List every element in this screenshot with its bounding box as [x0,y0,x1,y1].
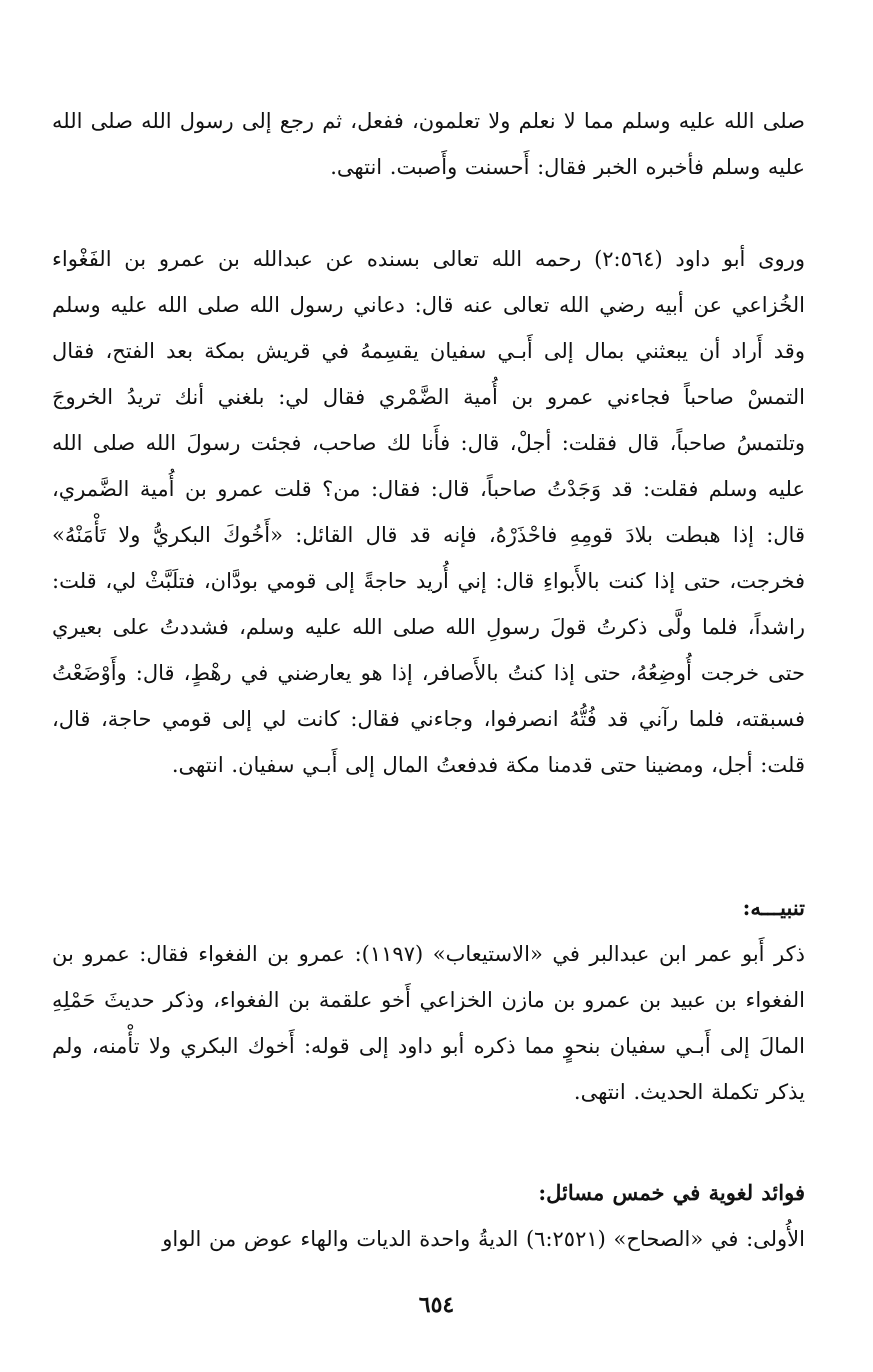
intro-paragraph [52,98,805,190]
intro-paragraph-text: صلى الله عليه وسلم مما لا نعلم ولا تعلمون، ففعل، ثم رجع إلى رسول الله صلى الله عليه وسلم فأخبره الخبر فقال: أَحسنت وأَصبت. انتهى. [52,109,805,179]
benefits-first-item: الأُولى: في «الصحاح» (٦:٢٥٢١) الديةُ واحدة الديات والهاء عوض من الواو [162,1227,805,1251]
hadith-paragraph [52,236,805,788]
hadith-paragraph-text: وروى أبو داود (٢:٥٦٤) رحمه الله تعالى بسنده عن عبدالله بن عمرو بن الفَغْواء الخُزاعي عن أبيه رضي الله تعالى عنه قال: دعاني رسول الله صلى الله عليه وسلم وقد أَراد أن يبعثني بمال إلى أَبـي سفيان يقسِمهُ في قريش بمكة بعد الفتح، فقال التمسْ صاحباً فجاءني عمرو بن أُمية الضَّمْري فقال لي: بلغني أنك تريدُ الخروجَ وتلتمسُ صاحباً، قال فقلت: أجلْ، قال: فأَنا لك صاحب، فجئت رسولَ الله صلى الله عليه وسلم فقلت: قد وَجَدْتُ صاحباً، قال: فقال: من؟ قلت عمرو بن أُمية الضَّمري، قال: إذا هبطت بلادَ قومِهِ فاحْذَرْهُ، فإنه قد قال القائل: «أَخُوكَ البكريُّ ولا تَأْمَنْهُ» فخرجت، حتى إذا كنت بالأَبواءِ قال: إني أُريد حاجةً إلى قومي بودَّان، فتلَبَّثْ لي، قلت: راشداً، فلما ولَّى ذكرتُ قولَ رسولِ الله صلى الله عليه وسلم، فشددتُ على بعيري حتى خرجت أُوضِعُهُ، حتى إذا كنتُ بالأَصافر، إذا هو يعارضني في رهْطٍ، قال: وأَوْضَعْتُ فسبقته، فلما رآني قد فُتُّهُ انصرفوا، وجاءني فقال: كانت لي إلى قومي حاجة، قال، قلت: أجل، ومضينا حتى قدمنا مكة فدفعتُ المال إلى أَبـي سفيان. انتهى. [52,247,805,777]
benefits-heading: فوائد لغوية في خمس مسائل: [538,1180,805,1205]
benefits-section [52,1170,805,1262]
note-section [52,885,805,1115]
note-text: ذكر أَبو عمر ابن عبدالبر في «الاستيعاب» (١١٩٧): عمرو بن الفغواء فقال: عمرو بن الفغواء بن عبيد بن عمرو بن مازن الخزاعي أَخو علقمة بن الفغواء، وذكر حديثَ حَمْلِهِ المالَ إلى أَبـي سفيان بنحوٍ مما ذكره أبو داود إلى قوله: أَخوك البكري ولا تأْمنه، ولم يذكر تكملة الحديث. انتهى. [52,942,805,1104]
note-heading: تنبيـــه: [742,895,805,920]
page-number: ٦٥٤ [418,1292,455,1318]
